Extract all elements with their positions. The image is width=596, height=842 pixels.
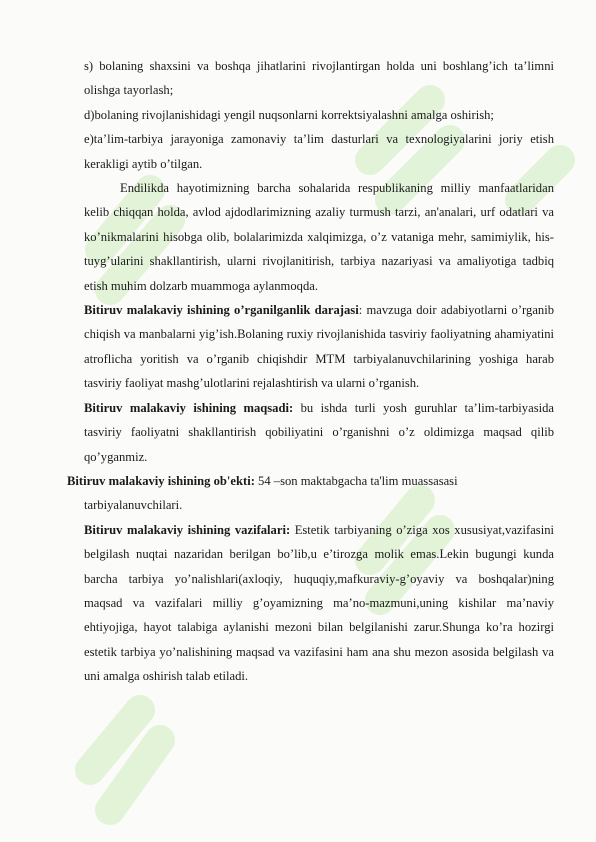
paragraph	[84, 396, 554, 469]
paragraph: e)ta’lim-tarbiya jarayoniga zamonaviy ta’lim dasturlari va texnologiyalarini joriy etish kerakligi aytib o’tilgan.	[84, 132, 554, 171]
paragraph-text: bu ishda turli yosh guruhlar ta’lim-tarbiyasida tasviriy faoliyatni shakllantirish qobiliyatini o’rganishni o’z oldimizga maqsad qilib qo’yganmiz.	[84, 400, 554, 464]
paragraph	[84, 298, 554, 396]
paragraph: d)bolaning rivojlanishidagi yengil nuqsonlarni korrektsiyalashni amalga oshirish;	[84, 107, 494, 122]
section-label: Bitiruv malakaviy ishining o’rganilganlik darajasi	[84, 303, 359, 318]
paragraph-text: : mavzuga doir adabiyotlarni o’rganib chiqish va manbalarni yig’ish.Bolaning ruxiy rivojlanishida tasviriy faoliyatning ahamiyatini atroflicha yoritish va o’rganib chiqishdir MTM tarbiyalanuvchilarining yoshiga harab tasviriy faoliyat mashg’ulotlarini rejalashtirish va ularni o’rganish.	[84, 303, 554, 391]
paragraph	[67, 469, 554, 493]
paragraph: Endilikda hayotimizning barcha sohalarida respublikaning milliy manfaatlaridan kelib chiqqan holda, avlod ajdodlarimizning azaliy turmush tarzi, an'analari, urf odatlari va ko’nikmalarini hisobga olib, bolalarimizda xalqimizga, o’z vataniga mehr, samimiylik, his-tuyg’ularini shakllantirish, ularni rivojlanitirish, tarbiya nazariyasi va amaliyotiga tadbiq etish muhim dolzarb muammoga aylanmoqda.	[84, 181, 554, 293]
watermark-stroke	[90, 710, 160, 810]
section-label: Bitiruv malakaviy ishining vazifalari:	[84, 522, 291, 537]
paragraph: tarbiyalanuvchilari.	[84, 498, 183, 513]
section-label: Bitiruv malakaviy ishining ob'ekti:	[67, 473, 255, 488]
paragraph: s) bolaning shaxsini va boshqa jihatlarini rivojlantirgan holda uni boshlang’ich ta’limni olishga tayorlash;	[84, 59, 554, 98]
document-body	[67, 54, 554, 689]
paragraph	[84, 518, 554, 689]
paragraph-text: 54 –son maktabgacha ta'lim muassasasi	[254, 473, 458, 488]
paragraph-text: Estetik tarbiyaning o’ziga xos xususiyat,vazifasini belgilash nuqtai nazaridan berilgan bo’lib,u e’tirozga molik emas.Lekin bugungi kunda barcha tarbiya yo’nalishlari(axloqiy, huquqiy,mafkuraviy-g’oyaviy va boshqalar)ning maqsad va vazifalari milliy g’oyamizning ma’no-mazmuni,uning kishilar ma’naviy ehtiyojiga, hayot talabiga aylanishi mezoni bilan belgilanishi zarur.Shunga ko’ra hozirgi estetik tarbiya yo’nalishining maqsad va vazifasini ham ana shu mezon asosida belgilash va uni amalga oshirish talab etiladi.	[84, 522, 554, 684]
section-label: Bitiruv malakaviy ishining maqsadi:	[84, 400, 294, 415]
